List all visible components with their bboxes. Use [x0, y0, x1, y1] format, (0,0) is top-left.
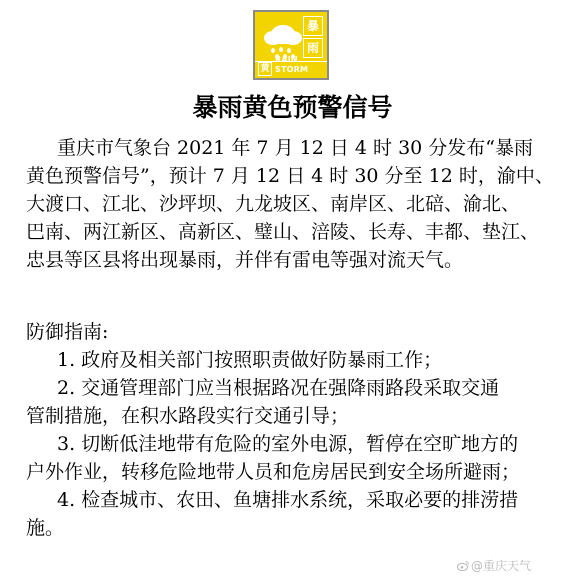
- badge-char-storm: 暴: [303, 16, 323, 36]
- badge-char-yellow: 黄: [258, 62, 272, 76]
- guide-item-cont: 管制措施，在积水路段实行交通引导；: [26, 405, 350, 427]
- badge-strip: [255, 55, 327, 78]
- intro-line: 黄色预警信号”，预计 7 月 12 日 4 时 30 分至 12 时，渝中、: [26, 165, 554, 187]
- weibo-icon: [457, 560, 469, 572]
- guide-item-cont: 施。: [26, 517, 65, 539]
- badge-english-label: RAIN STORM: [275, 55, 309, 74]
- guide-item: 4. 检查城市、农田、鱼塘排水系统，采取必要的排涝措: [57, 489, 519, 511]
- page-title: 暴雨黄色预警信号: [192, 93, 393, 122]
- intro-line: 大渡口、江北、沙坪坝、九龙坡区、南岸区、北碚、渝北、: [26, 193, 521, 215]
- watermark-text: @重庆天气: [471, 559, 532, 573]
- intro-line: 忠县等区县将出现暴雨，并伴有雷电等强对流天气。: [26, 249, 464, 271]
- guide-item: 2. 交通管理部门应当根据路况在强降雨路段采取交通: [57, 377, 500, 399]
- guide-item-cont: 户外作业，转移危险地带人员和危房居民到安全场所避雨；: [26, 461, 521, 483]
- intro-line: 重庆市气象台 2021 年 7 月 12 日 4 时 30 分发布“暴雨: [57, 137, 533, 159]
- guide-heading: 防御指南:: [26, 321, 109, 343]
- rainstorm-yellow-warning-badge: [253, 10, 329, 80]
- weibo-watermark: [457, 557, 531, 574]
- intro-line: 巴南、两江新区、高新区、璧山、涪陵、长寿、丰都、垫江、: [26, 221, 540, 243]
- badge-char-rain: 雨: [303, 38, 323, 58]
- guide-item: 1. 政府及相关部门按照职责做好防暴雨工作；: [57, 349, 443, 371]
- guide-item: 3. 切断低洼地带有危险的室外电源，暂停在空旷地方的: [57, 433, 519, 455]
